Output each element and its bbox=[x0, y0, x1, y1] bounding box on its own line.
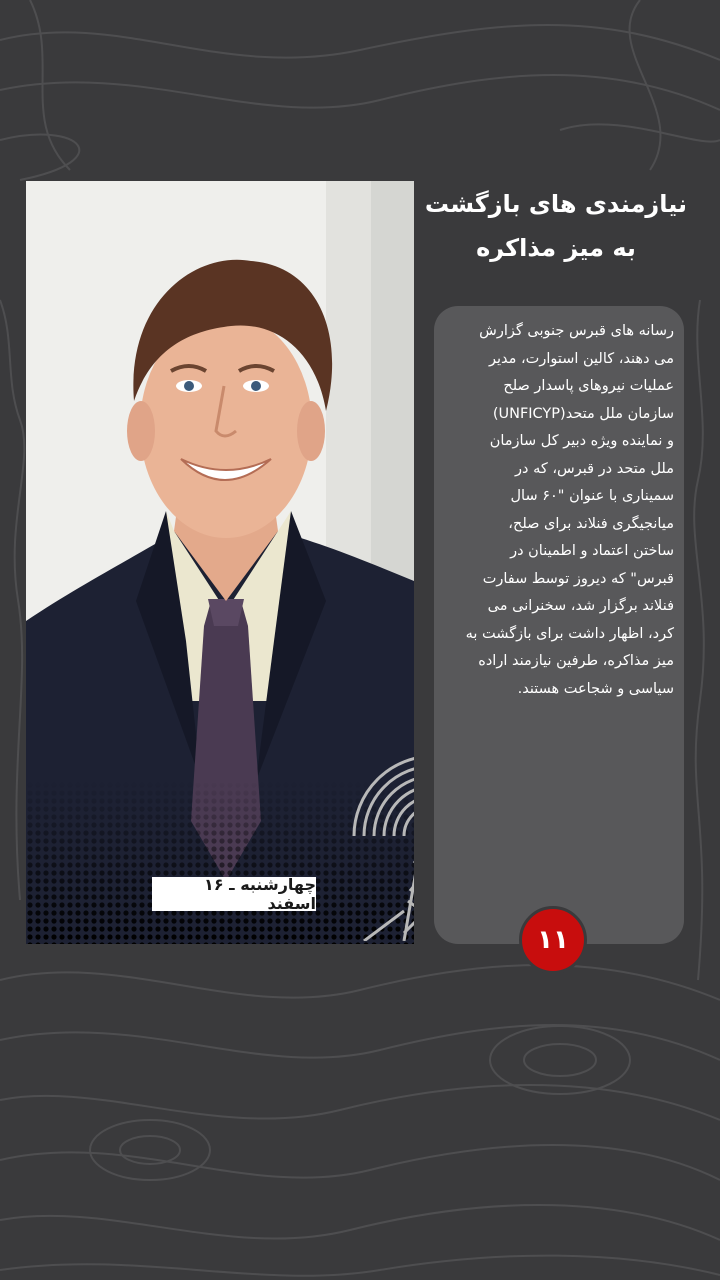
article-line: و نماینده ویژه دبیر کل سازمان bbox=[489, 433, 674, 449]
article-line: می دهند، کالین استوارت، مدیر bbox=[488, 350, 674, 367]
article-line: فنلاند برگزار شد، سخنرانی می bbox=[487, 598, 674, 614]
article-line: قبرس" که دیروز توسط سفارت bbox=[482, 570, 674, 587]
page-number-badge: ۱۱ bbox=[519, 906, 587, 974]
article-line: سیاسی و شجاعت هستند. bbox=[517, 680, 674, 697]
headline bbox=[424, 182, 688, 270]
date-badge: چهارشنبه ـ ۱۶ اسفند bbox=[152, 877, 316, 911]
article-line: ملل متحد در قبرس، که در bbox=[515, 460, 674, 477]
article-line: کرد، اظهار داشت برای بازگشت به bbox=[465, 625, 674, 642]
article-line: عملیات نیروهای پاسدار صلح bbox=[503, 378, 674, 394]
article-line: سمیناری با عنوان "۶۰ سال bbox=[510, 488, 674, 504]
article-line: ساختن اعتماد و اطمینان در bbox=[510, 543, 674, 559]
article-line: سازمان ملل متحد(UNFICYP) bbox=[492, 405, 674, 422]
broadcast-tower-icon bbox=[344, 741, 414, 941]
article-line: رسانه های قبرس جنوبی گزارش bbox=[479, 323, 674, 339]
article-line: میز مذاکره، طرفین نیازمند اراده bbox=[478, 653, 674, 669]
headline-line-2: به میز مذاکره bbox=[476, 234, 636, 262]
article-line: میانجیگری فنلاند برای صلح، bbox=[508, 515, 674, 532]
article-body bbox=[448, 318, 674, 703]
headline-line-1: نیازمندی های بازگشت bbox=[424, 190, 688, 218]
speaker-photo bbox=[26, 181, 414, 944]
